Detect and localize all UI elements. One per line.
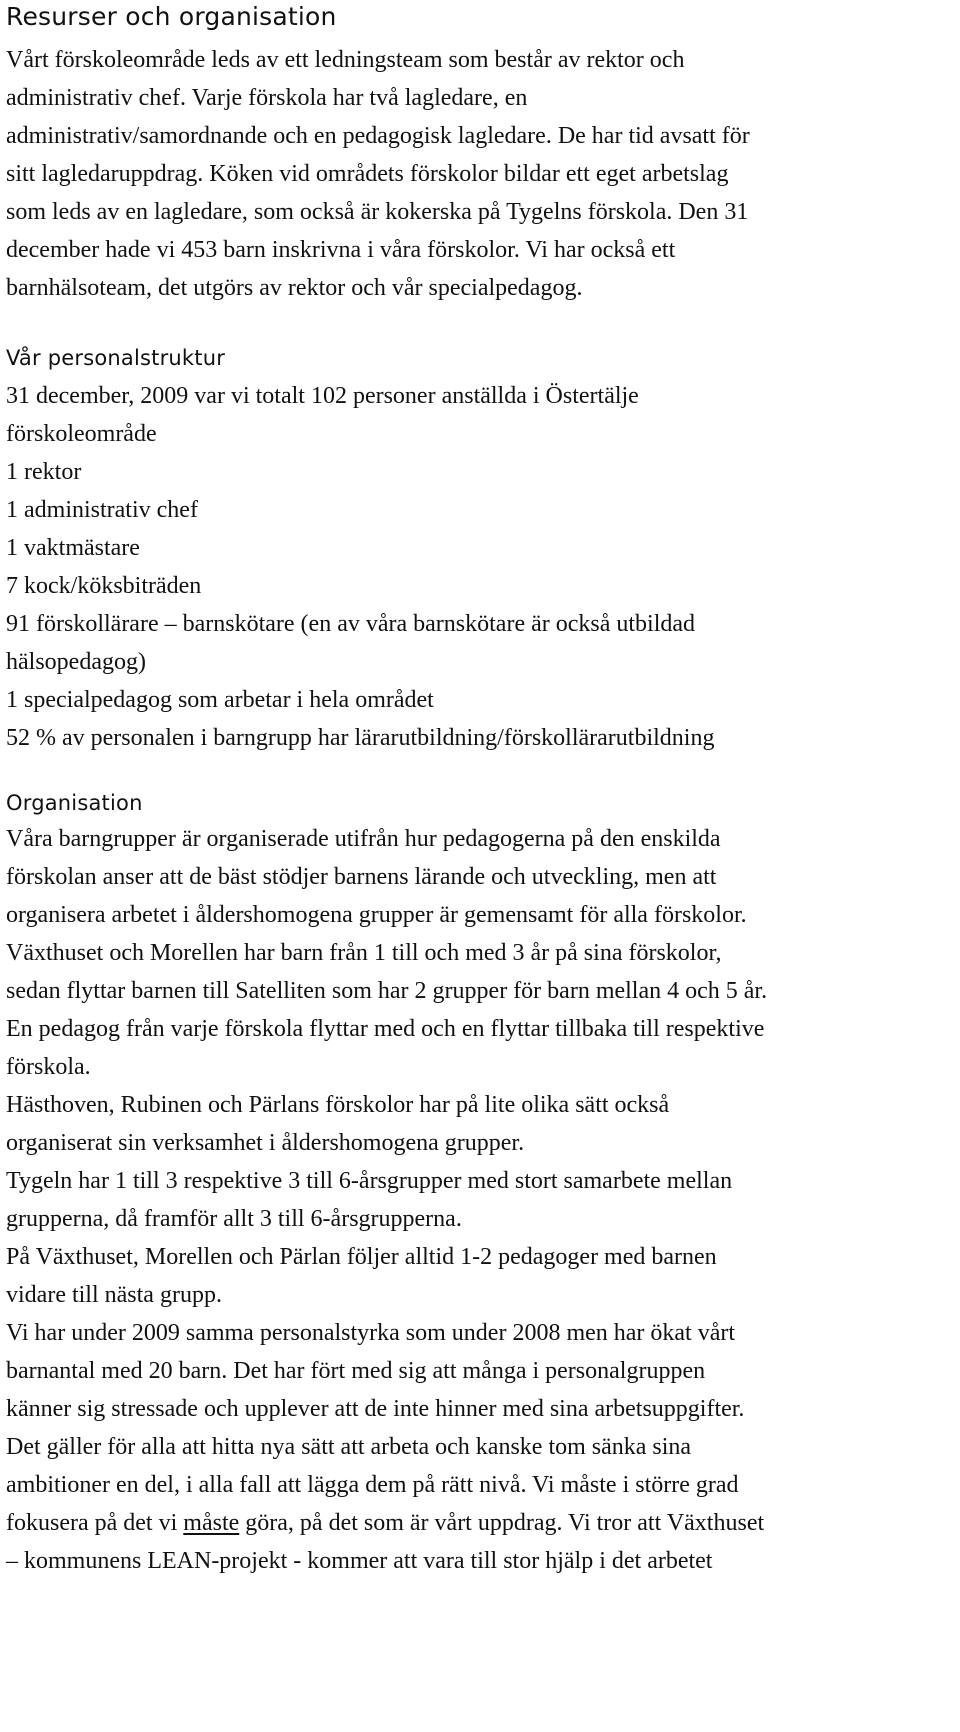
text-line: förskola. <box>6 1054 91 1080</box>
text-line: ambitioner en del, i alla fall att lägga dem på rätt nivå. Vi måste i större grad <box>6 1472 739 1498</box>
text-line: Hästhoven, Rubinen och Pärlans förskolor har på lite olika sätt också <box>6 1092 670 1118</box>
text-line: administrativ/samordnande och en pedagogisk lagledare. De har tid avsatt för <box>6 123 750 149</box>
text-line-with-emphasis <box>6 1504 767 1542</box>
section-heading-resurser: Resurser och organisation <box>6 2 337 31</box>
text-line: Vårt förskoleområde leds av ett ledningsteam som består av rektor och <box>6 47 685 73</box>
text-segment: fokusera på det vi <box>6 1510 184 1536</box>
underlined-word: måste <box>183 1510 240 1536</box>
section-heading-personalstruktur: Vår personalstruktur <box>6 346 226 370</box>
text-line: Växthuset och Morellen har barn från 1 till och med 3 år på sina förskolor, <box>6 940 722 966</box>
text-line: Tygeln har 1 till 3 respektive 3 till 6-årsgrupper med stort samarbete mellan <box>6 1168 733 1194</box>
text-line: 7 kock/köksbiträden <box>6 573 202 599</box>
text-line: känner sig stressade och upplever att de inte hinner med sina arbetsuppgifter. <box>6 1396 745 1422</box>
text-line: administrativ chef. Varje förskola har två lagledare, en <box>6 85 528 111</box>
text-line: En pedagog från varje förskola flyttar med och en flyttar tillbaka till respektive <box>6 1016 765 1042</box>
text-line: Vi har under 2009 samma personalstyrka som under 2008 men har ökat vårt <box>6 1320 736 1346</box>
text-line: 91 förskollärare – barnskötare (en av våra barnskötare är också utbildad <box>6 611 696 637</box>
text-line: 1 rektor <box>6 459 82 485</box>
text-line: som leds av en lagledare, som också är kokerska på Tygelns förskola. Den 31 <box>6 199 749 225</box>
text-segment: göra, på det som är vårt uppdrag. Vi tror att Växthuset <box>239 1510 765 1536</box>
text-line: 52 % av personalen i barngrupp har lärarutbildning/förskollärarutbildning <box>6 725 715 751</box>
text-line: organiserat sin verksamhet i åldershomogena grupper. <box>6 1130 525 1156</box>
paragraph-organisation <box>6 820 767 1580</box>
section-heading-organisation: Organisation <box>6 791 143 815</box>
text-line: barnantal med 20 barn. Det har fört med sig att många i personalgruppen <box>6 1358 706 1384</box>
text-line: hälsopedagog) <box>6 649 146 675</box>
text-line: 1 vaktmästare <box>6 535 140 561</box>
text-line: sedan flyttar barnen till Satelliten som har 2 grupper för barn mellan 4 och 5 år. <box>6 978 768 1004</box>
text-line: december hade vi 453 barn inskrivna i våra förskolor. Vi har också ett <box>6 237 676 263</box>
text-line: förskolan anser att de bäst stödjer barnens lärande och utveckling, men att <box>6 864 717 890</box>
text-line: barnhälsoteam, det utgörs av rektor och vår specialpedagog. <box>6 275 583 301</box>
paragraph-personalstruktur <box>6 377 714 757</box>
paragraph-intro <box>6 41 750 307</box>
text-line: förskoleområde <box>6 421 157 447</box>
text-line: Det gäller för alla att hitta nya sätt att arbeta och kanske tom sänka sina <box>6 1434 692 1460</box>
text-line: – kommunens LEAN-projekt - kommer att vara till stor hjälp i det arbetet <box>6 1548 713 1574</box>
text-line: 1 administrativ chef <box>6 497 198 523</box>
text-line: sitt lagledaruppdrag. Köken vid områdets förskolor bildar ett eget arbetslag <box>6 161 729 187</box>
text-line: 1 specialpedagog som arbetar i hela området <box>6 687 434 713</box>
text-line: Våra barngrupper är organiserade utifrån hur pedagogerna på den enskilda <box>6 826 721 852</box>
text-line: organisera arbetet i åldershomogena grupper är gemensamt för alla förskolor. <box>6 902 747 928</box>
text-line: vidare till nästa grupp. <box>6 1282 222 1308</box>
text-line: På Växthuset, Morellen och Pärlan följer alltid 1-2 pedagoger med barnen <box>6 1244 717 1270</box>
text-line: grupperna, då framför allt 3 till 6-årsgrupperna. <box>6 1206 462 1232</box>
text-line: 31 december, 2009 var vi totalt 102 personer anställda i Östertälje <box>6 383 639 409</box>
